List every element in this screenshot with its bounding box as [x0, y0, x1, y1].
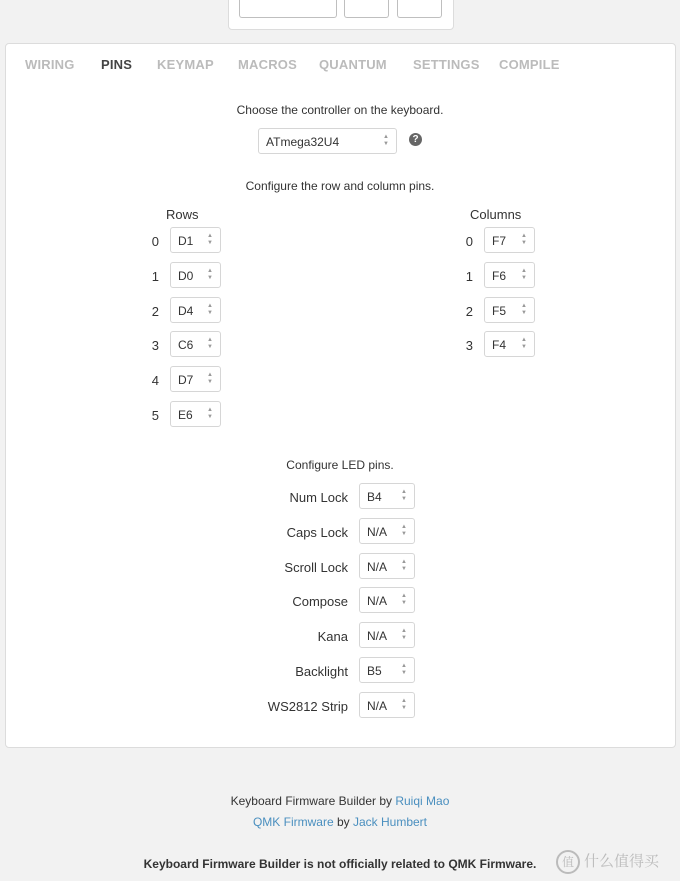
row-pin-select[interactable] — [170, 331, 221, 357]
select-arrows-icon: ▲ ▼ — [207, 337, 213, 351]
select-arrows-icon: ▲ ▼ — [401, 558, 407, 572]
columns-header: Columns — [470, 207, 522, 222]
footer-line-1 — [0, 794, 680, 808]
watermark — [556, 850, 659, 874]
question-circle-icon[interactable]: ? — [409, 133, 422, 146]
led-prompt: Configure LED pins. — [286, 458, 394, 472]
select-arrows-icon: ▲ ▼ — [521, 302, 527, 316]
row-index: 5 — [151, 408, 159, 423]
led-pin-select[interactable] — [359, 483, 415, 509]
select-arrows-icon: ▲ ▼ — [383, 134, 389, 147]
row-pin-select[interactable] — [170, 297, 221, 323]
row-pin-select-value: E6 — [178, 408, 193, 422]
link-ruiqi-mao[interactable]: Ruiqi Mao — [395, 794, 450, 808]
footer-line-2 — [0, 815, 680, 829]
select-arrows-icon: ▲ ▼ — [207, 267, 213, 281]
tab-keymap[interactable]: KEYMAP — [157, 57, 214, 72]
top-button-3[interactable] — [397, 0, 442, 18]
column-pin-select[interactable] — [484, 262, 535, 288]
row-pin-select[interactable] — [170, 262, 221, 288]
row-index: 4 — [151, 373, 159, 389]
select-arrows-icon: ▲ ▼ — [207, 302, 213, 316]
top-button-1[interactable] — [239, 0, 337, 18]
select-arrows-icon: ▲ ▼ — [521, 233, 527, 246]
row-pin-select-value: C6 — [178, 338, 194, 353]
led-pin-select-value: N/A — [367, 559, 388, 574]
row-pin-select-value: D1 — [178, 234, 194, 248]
link-qmk-firmware[interactable]: QMK Firmware — [252, 815, 334, 829]
select-arrows-icon: ▲ ▼ — [401, 628, 407, 642]
row-pin-select-value: D4 — [178, 303, 194, 318]
watermark-logo-icon: 值 — [556, 850, 580, 874]
column-index: 0 — [465, 234, 473, 249]
led-pin-select-value: N/A — [367, 698, 388, 713]
led-pin-select-value: N/A — [367, 524, 388, 539]
column-index: 3 — [465, 338, 473, 354]
row-pin-select[interactable] — [170, 401, 221, 427]
controller-prompt: Choose the controller on the keyboard. — [236, 103, 444, 117]
row-index: 1 — [151, 268, 159, 284]
led-pin-select[interactable] — [359, 692, 415, 718]
led-label: Backlight — [295, 664, 348, 679]
led-pin-select-value: B5 — [367, 664, 382, 678]
row-index: 0 — [151, 234, 159, 249]
select-arrows-icon: ▲ ▼ — [207, 407, 213, 420]
link-jack-humbert[interactable]: Jack Humbert — [352, 815, 428, 829]
led-pin-select[interactable] — [359, 657, 415, 683]
rows-header: Rows — [166, 207, 199, 222]
top-button-2[interactable] — [344, 0, 389, 18]
tab-quantum[interactable]: QUANTUM — [319, 57, 387, 72]
controller-value: ATmega32U4 — [266, 135, 340, 149]
top-button-group — [228, 0, 454, 30]
tab-bar — [0, 57, 680, 75]
column-pin-select[interactable] — [484, 297, 535, 323]
tab-pins[interactable]: PINS — [101, 57, 133, 72]
select-arrows-icon: ▲ ▼ — [521, 337, 527, 351]
column-pin-select[interactable] — [484, 331, 535, 357]
footer-disclaimer: Keyboard Firmware Builder is not officially related to QMK Firmware. — [143, 857, 537, 871]
row-pin-select-value: D0 — [178, 268, 194, 283]
footer-credit-prefix: Keyboard Firmware Builder by — [230, 794, 396, 808]
controller-select[interactable] — [258, 128, 397, 154]
led-label: Kana — [317, 629, 348, 645]
led-label: Caps Lock — [286, 524, 348, 540]
select-arrows-icon: ▲ ▼ — [401, 697, 407, 711]
led-pin-select-value: B4 — [367, 490, 382, 504]
select-arrows-icon: ▲ ▼ — [401, 663, 407, 676]
led-label: Num Lock — [289, 490, 348, 505]
watermark-text: 什么值得买 — [584, 853, 660, 870]
row-pin-select-value: D7 — [178, 373, 194, 388]
column-index: 2 — [465, 303, 473, 319]
select-arrows-icon: ▲ ▼ — [401, 523, 407, 537]
select-arrows-icon: ▲ ▼ — [401, 489, 407, 502]
footer-by: by — [333, 815, 353, 829]
led-pin-select[interactable] — [359, 553, 415, 579]
select-arrows-icon: ▲ ▼ — [401, 593, 407, 607]
column-pin-select[interactable] — [484, 227, 535, 253]
tab-settings[interactable]: SETTINGS — [413, 57, 480, 72]
select-arrows-icon: ▲ ▼ — [521, 267, 527, 281]
led-pin-select-value: N/A — [367, 629, 388, 644]
led-label: Scroll Lock — [284, 559, 348, 575]
row-index: 2 — [151, 303, 159, 319]
led-pin-select-value: N/A — [367, 594, 388, 609]
column-index: 1 — [465, 268, 473, 284]
tab-macros[interactable]: MACROS — [238, 57, 297, 72]
led-pin-select[interactable] — [359, 518, 415, 544]
led-pin-select[interactable] — [359, 622, 415, 648]
select-arrows-icon: ▲ ▼ — [207, 372, 213, 386]
column-pin-select-value: F4 — [492, 338, 507, 353]
led-pin-select[interactable] — [359, 587, 415, 613]
led-label: WS2812 Strip — [267, 698, 348, 714]
row-index: 3 — [151, 338, 159, 354]
row-pin-select[interactable] — [170, 227, 221, 253]
column-pin-select-value: F6 — [492, 268, 507, 283]
column-pin-select-value: F5 — [492, 303, 507, 318]
select-arrows-icon: ▲ ▼ — [207, 233, 213, 246]
rowcol-prompt: Configure the row and column pins. — [245, 179, 435, 193]
row-pin-select[interactable] — [170, 366, 221, 392]
led-label: Compose — [292, 594, 348, 610]
tab-wiring[interactable]: WIRING — [25, 57, 75, 72]
column-pin-select-value: F7 — [492, 234, 507, 248]
tab-compile[interactable]: COMPILE — [499, 57, 560, 72]
